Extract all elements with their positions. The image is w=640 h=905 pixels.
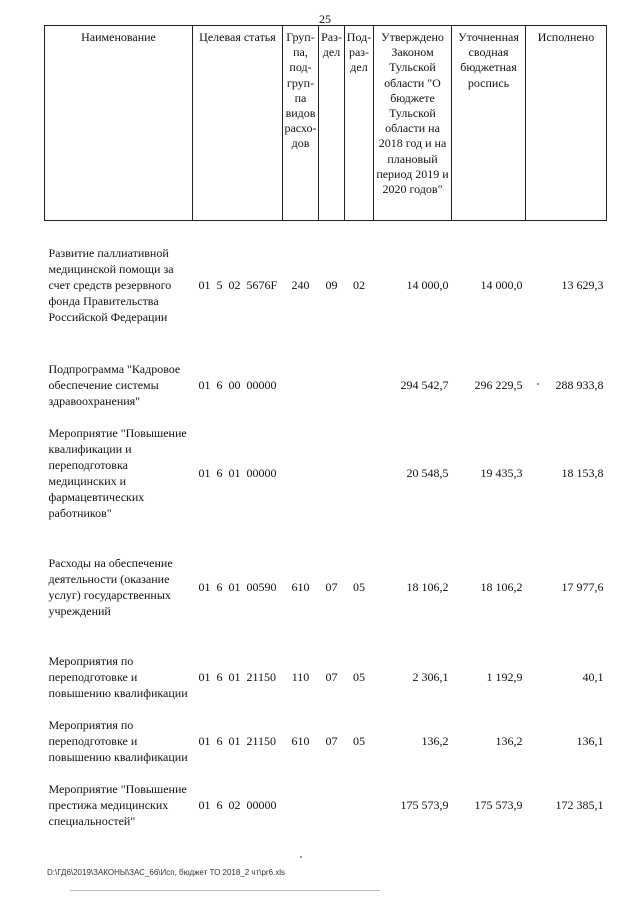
row-subsection: 02 [353,278,365,292]
row-subsection: 05 [353,670,365,684]
row-name: Мероприятие "Повышение квалификации и переподготовка медицинских и фармацевтических работников" [48,426,187,520]
header-executed: Исполнено [526,26,607,221]
table-row [45,353,607,417]
row-approved: 136,2 [421,734,449,748]
row-executed: 17 977,6 [561,580,604,594]
row-executed: 18 153,8 [561,466,604,480]
row-section: 07 [325,734,338,748]
row-subsection: 05 [353,580,365,594]
row-refined: 19 435,3 [480,466,523,480]
header-expense-group: Груп-па, под-груп-па видов расхо-дов [283,26,319,221]
file-path-footer: D:\ГД6\2019\ЗАКОНЫ\ЗАС_66\Исп, бюджет ТО 2018_2 чт\pr6.xls [47,868,286,877]
row-executed: 13 629,3 [561,278,604,292]
table-row [45,417,607,529]
table-row [45,555,607,619]
row-subsection [345,417,374,529]
row-refined: 136,2 [495,734,523,748]
row-name: Мероприятие "Повышение престижа медицинских специальностей" [48,782,187,828]
row-target-code: 01 6 02 00000 [198,798,277,812]
header-target-article: Целевая статья [193,26,283,221]
row-subsection [345,773,374,837]
row-target-code: 01 6 01 00590 [198,580,277,594]
row-group [283,353,319,417]
header-subsection: Под-раз-дел [345,26,374,221]
row-section: 07 [325,580,338,594]
table-row [45,773,607,837]
budget-table [44,25,607,837]
row-section: 07 [325,670,338,684]
table-row [45,645,607,709]
header-name: Наименование [45,26,193,221]
row-refined: 1 192,9 [486,670,523,684]
row-group: 610 [291,580,310,594]
row-subsection [345,353,374,417]
row-target-code: 01 6 00 00000 [198,378,277,392]
row-section [319,417,345,529]
row-subsection: 05 [353,734,365,748]
table-row [45,245,607,325]
row-section [319,353,345,417]
row-name: Мероприятия по переподготовке и повышению квалификации [48,718,188,764]
header-section: Раз-дел [319,26,345,221]
row-executed: 288 933,8 [555,378,604,392]
row-approved: 2 306,1 [412,670,449,684]
row-approved: 294 542,7 [400,378,449,392]
row-group: 240 [291,278,310,292]
table-row [45,709,607,773]
row-refined: 175 573,9 [474,798,523,812]
row-group: 110 [291,670,310,684]
scan-artifact [70,890,380,891]
row-target-code: 01 6 01 21150 [198,734,277,748]
row-group: 610 [291,734,310,748]
row-executed: 40,1 [582,670,604,684]
table-header-row [45,26,607,221]
row-target-code: 01 6 01 21150 [198,670,277,684]
row-approved: 20 548,5 [406,466,449,480]
page-number: 25 [319,12,331,26]
row-name: Развитие паллиативной медицинской помощи за счет средств резервного фонда Правительства Российской Федерации [48,246,174,324]
row-target-code: 01 6 01 00000 [198,466,277,480]
row-approved: 175 573,9 [400,798,449,812]
row-section: 09 [325,278,338,292]
row-refined: 296 229,5 [474,378,523,392]
scan-artifact [300,856,302,858]
row-section [319,773,345,837]
row-approved: 18 106,2 [406,580,449,594]
header-refined: Уточненная сводная бюджетная роспись [452,26,526,221]
row-group [283,417,319,529]
row-target-code: 01 5 02 5676F [198,278,278,292]
row-group [283,773,319,837]
row-approved: 14 000,0 [406,278,449,292]
row-name: Подпрограмма "Кадровое обеспечение системы здравоохранения" [48,362,181,408]
row-executed: 172 385,1 [555,798,604,812]
scan-artifact [537,383,539,385]
row-name: Расходы на обеспечение деятельности (оказание услуг) государственных учреждений [48,556,173,618]
row-refined: 18 106,2 [480,580,523,594]
row-executed: 136,1 [576,734,604,748]
header-approved: Утверждено Законом Тульской области "О бюджете Тульской области на 2018 год и на плановый период 2019 и 2020 годов" [374,26,452,221]
row-name: Мероприятия по переподготовке и повышению квалификации [48,654,188,700]
row-refined: 14 000,0 [480,278,523,292]
